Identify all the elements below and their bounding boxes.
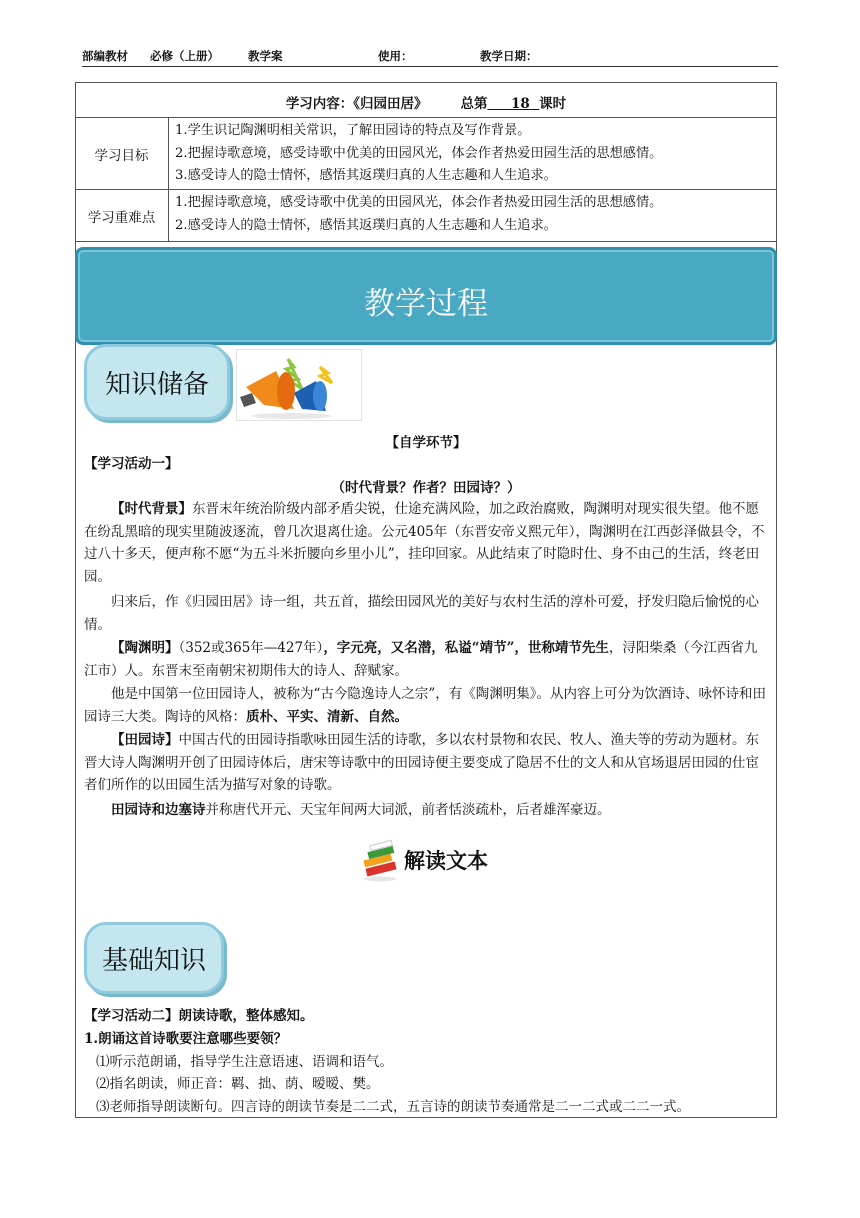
lesson-number: 18 [510, 96, 530, 112]
megaphone-icon [236, 349, 362, 421]
return-paragraph: 归来后，作《归园田居》诗一组，共五首，描绘田园风光的美好与农村生活的淳朴可爱，抒发归隐后愉悦的心情。 [84, 594, 759, 633]
lesson-content: 学习内容：《归园田居》 [285, 96, 428, 112]
pastoral-text: 中国古代的田园诗指歌咏田园生活的诗歌，多以农村景物和农民、牧人、渔夫等的劳动为题材。东晋大诗人陶渊明开创了田园诗体后，唐宋等诗歌中的田园诗便主要变成了隐居不仕的文人和从官场退居田园的仕宦者们所作的以田园生活为描写对象的诗歌。 [84, 732, 759, 794]
goal-item: 3.感受诗人的隐士情怀，感悟其返璞归真的人生志趣和人生追求。 [175, 168, 557, 183]
goal-item: 1.学生识记陶渊明相关常识，了解田园诗的特点及写作背景。 [175, 123, 531, 138]
lesson-title-row [75, 82, 777, 118]
background-paragraph [84, 498, 770, 588]
author-dates: （352或365年—427年） [178, 640, 324, 656]
reading-steps [96, 1051, 776, 1118]
activity2-title: 【学习活动二】朗读诗歌，整体感知。 [84, 1008, 314, 1024]
goals-row [75, 118, 777, 190]
banner-title: 教学过程 [364, 286, 488, 322]
compare-paragraph [84, 799, 770, 822]
section-basic-knowledge: 基础知识 [84, 922, 224, 994]
author-names: ，字元亮，又名潜，私谥“靖节”，世称靖节先生 [323, 640, 609, 656]
author-origin: ，浔阳柴桑（今江西省九江市）人。东晋末至南朝宋初期伟大的诗人、辞赋家。 [84, 640, 758, 679]
author-paragraph [84, 637, 770, 682]
pastoral-paragraph [84, 729, 770, 797]
goals-list [175, 120, 773, 188]
volume-label: 必修（上册） [150, 49, 219, 63]
books-icon [360, 835, 402, 883]
date-label: 教学日期： [480, 49, 538, 63]
background-heading: 【时代背景】 [111, 501, 192, 517]
lesson-title [75, 92, 777, 112]
key-point-item: 1.把握诗歌意境，感受诗歌中优美的田园风光，体会作者热爱田园生活的思想感情。 [175, 195, 663, 210]
doc-type-label: 教学案 [248, 49, 283, 63]
style-keywords: 质朴、平实、清新、自然。 [246, 708, 408, 725]
section-knowledge-reserve: 知识储备 [84, 344, 230, 420]
activity1-subtitle: （时代背景？作者？田园诗？） [331, 480, 521, 496]
background-text: 东晋末年统治阶级内部矛盾尖锐，仕途充满风险，加之政治腐败，陶渊明对现实很失望。他不愿在纷乱黑暗的现实里随波逐流，曾几次退离仕途。公元405年（东晋安帝义熙元年），陶渊明在江西彭泽做县令，不过八十多天，便声称不愿“为五斗米折腰向乡里小儿”，挂印回家。从此结束了时隐时仕、身不由己的生活，终老田园。 [84, 501, 765, 585]
style-text: 他是中国第一位田园诗人，被称为“古今隐逸诗人之宗”，有《陶渊明集》。从内容上可分为饮酒诗、咏怀诗和田园诗三大类。陶诗的风格： [84, 686, 767, 725]
activity2-question: 1.朗诵这首诗歌要注意哪些要领？ [84, 1031, 288, 1047]
key-points-row [75, 190, 777, 242]
compare-heading: 田园诗和边塞诗 [111, 802, 206, 818]
self-study-label: 【自学环节】 [385, 435, 467, 451]
compare-text: 并称唐代开元、天宝年间两大词派，前者恬淡疏朴，后者雄浑豪迈。 [205, 802, 611, 818]
pastoral-heading: 【田园诗】 [111, 732, 179, 748]
key-points-list [175, 192, 773, 237]
reading-step: ⑵指名朗读，师正音：羁、拙、荫、暧暧、樊。 [96, 1076, 380, 1093]
activity1-title: 【学习活动一】 [84, 456, 179, 472]
key-points-label: 学习重难点 [75, 190, 169, 241]
goal-item: 2.把握诗歌意境，感受诗歌中优美的田园风光，体会作者热爱田园生活的思想感情。 [175, 145, 663, 161]
reading-step: ⑴听示范朗诵，指导学生注意语速、语调和语气。 [96, 1054, 393, 1070]
goals-label: 学习目标 [75, 118, 169, 189]
key-point-item: 2.感受诗人的隐士情怀，感悟其返璞归真的人生志趣和人生追求。 [175, 217, 557, 233]
total-suffix: 课时 [539, 96, 567, 112]
reading-text-title: 解读文本 [404, 849, 488, 873]
teaching-process-banner [75, 247, 777, 345]
edition-label: 部编教材 [82, 49, 128, 63]
usage-label: 使用： [378, 49, 413, 63]
author-heading: 【陶渊明】 [111, 640, 179, 656]
total-prefix: 总第 [460, 96, 488, 112]
reading-step: ⑶老师指导朗读断句。四言诗的朗读节奏是二二式，五言诗的朗读节奏通常是二一二式或二二一式。 [96, 1098, 690, 1115]
reading-text-label [360, 835, 510, 885]
style-paragraph [84, 683, 770, 728]
page-header [82, 46, 778, 67]
